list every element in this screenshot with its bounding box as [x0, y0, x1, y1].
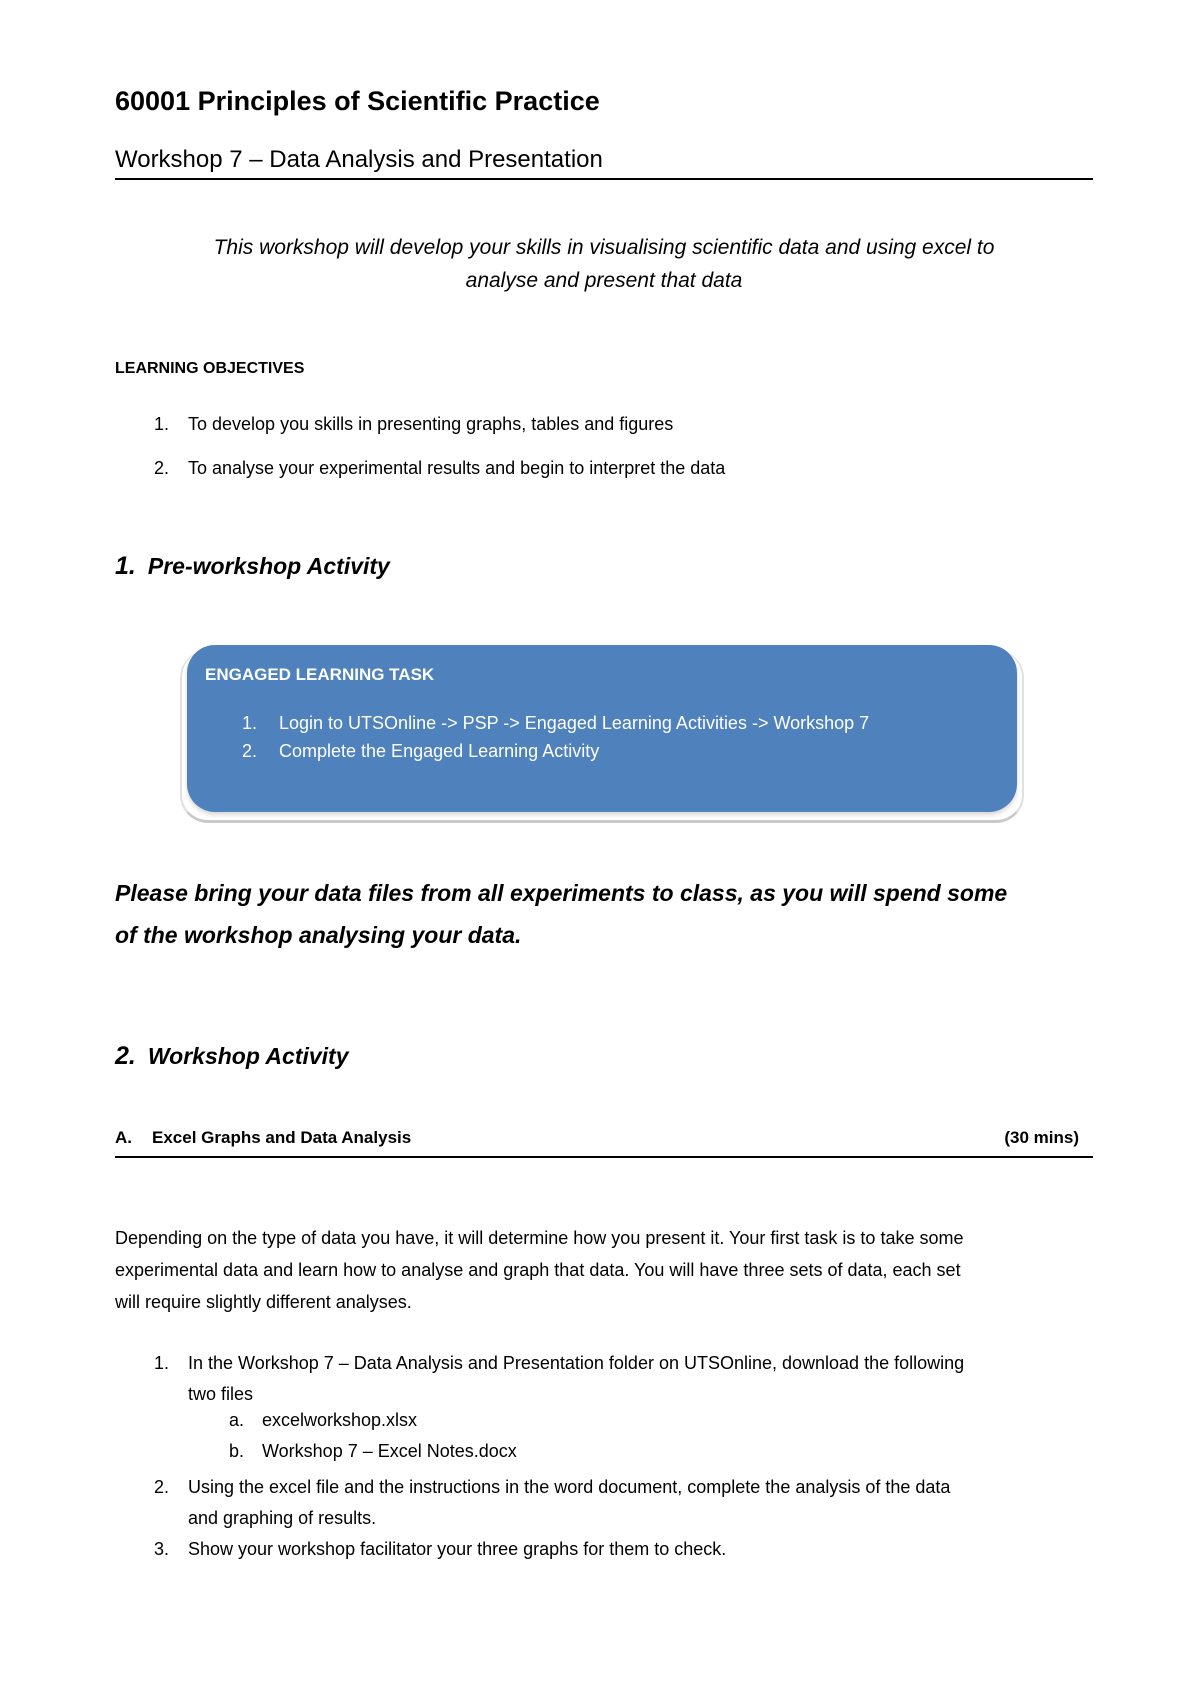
subsection-a-duration: (30 mins) [1004, 1128, 1079, 1147]
header-divider [115, 178, 1093, 180]
file-name: excelworkshop.xlsx [262, 1410, 418, 1430]
subsection-a-title: Excel Graphs and Data Analysis [152, 1128, 412, 1147]
section-1-heading [115, 552, 390, 581]
section-1-number: 1. [115, 552, 136, 580]
intro-text [115, 231, 1093, 297]
notice-line-1: Please bring your data files from all experiments to class, as you will spend some [115, 880, 1008, 906]
notice-line-2: of the workshop analysing your data. [115, 922, 522, 948]
step-text-line-2: and graphing of results. [188, 1508, 377, 1528]
section-1-title: Pre-workshop Activity [147, 553, 390, 579]
intro-line-1: This workshop will develop your skills in visualising scientific data and using excel to [213, 236, 995, 259]
objective-text: To analyse your experimental results and begin to interpret the data [188, 458, 726, 478]
engaged-learning-task-box [187, 645, 1017, 812]
task-item-number: 2. [242, 741, 258, 761]
subsection-a-divider [115, 1156, 1093, 1158]
section-2-number: 2. [115, 1042, 136, 1070]
step-number: 2. [154, 1477, 170, 1497]
task-box-title: ENGAGED LEARNING TASK [205, 665, 435, 684]
section-2-title: Workshop Activity [147, 1043, 349, 1069]
step-text-line-1: Using the excel file and the instructions in the word document, complete the analysis of the data [188, 1477, 951, 1497]
subsection-a-letter: A. [115, 1128, 132, 1147]
objective-number: 2. [154, 458, 170, 478]
sub-step-letter: a. [229, 1410, 245, 1430]
step-number: 1. [154, 1353, 170, 1373]
intro-line-2: analyse and present that data [465, 269, 743, 292]
objective-text: To develop you skills in presenting graphs, tables and figures [188, 414, 674, 434]
subsection-a-heading [115, 1128, 1093, 1154]
paragraph-line-2: experimental data and learn how to analyse and graph that data. You will have three sets of data, each set [115, 1260, 961, 1280]
paragraph-line-3: will require slightly different analyses. [115, 1292, 412, 1312]
step-text-line-2: two files [188, 1384, 254, 1404]
task-item-number: 1. [242, 713, 258, 733]
task-item-text: Login to UTSOnline -> PSP -> Engaged Learning Activities -> Workshop 7 [279, 713, 870, 733]
paragraph-line-1: Depending on the type of data you have, it will determine how you present it. Your first task is to take some [115, 1228, 964, 1248]
section-2-heading [115, 1042, 349, 1071]
task-item-text: Complete the Engaged Learning Activity [279, 741, 600, 761]
workshop-title: Workshop 7 – Data Analysis and Presentation [115, 146, 603, 173]
instructions-paragraph [115, 1222, 1100, 1318]
data-files-notice [115, 872, 1093, 956]
step-text-line-1: In the Workshop 7 – Data Analysis and Presentation folder on UTSOnline, download the following [188, 1353, 965, 1373]
objective-number: 1. [154, 414, 170, 434]
learning-objectives-heading: LEARNING OBJECTIVES [115, 360, 305, 377]
sub-step-letter: b. [229, 1441, 245, 1461]
file-name: Workshop 7 – Excel Notes.docx [262, 1441, 517, 1461]
step-number: 3. [154, 1539, 170, 1559]
step-text-line-1: Show your workshop facilitator your three graphs for them to check. [188, 1539, 727, 1559]
course-title: 60001 Principles of Scientific Practice [115, 86, 600, 116]
